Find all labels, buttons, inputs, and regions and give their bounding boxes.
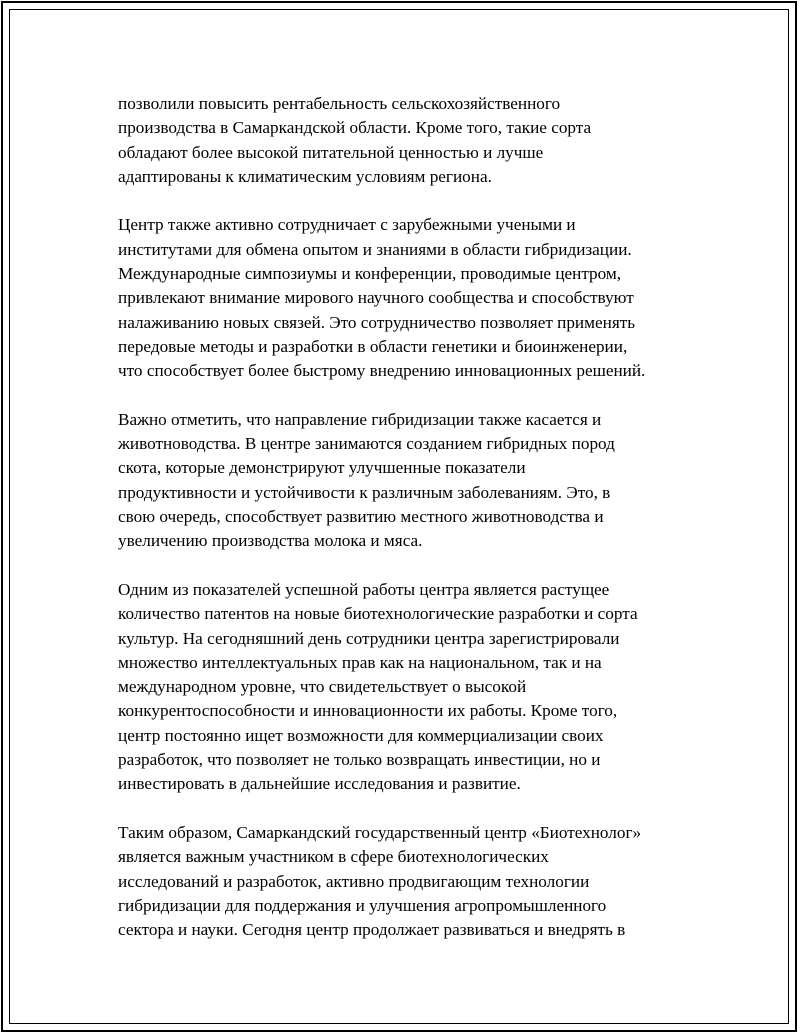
document-body [118,92,688,942]
paragraph-4: Одним из показателей успешной работы центра является растущее количество патентов на новые биотехнологические разработки и сорта культур. На сегодняшний день сотрудники центра зарегистрировали множество интеллектуальных прав как на национальном, так и на международном уровне, что свидетельствует о высокой конкурентоспособности и инновационности их работы. Кроме того, центр постоянно ищет возможности для коммерциализации своих разработок, что позволяет не только возвращать инвестиции, но и инвестировать в дальнейшие исследования и развитие. [118,579,638,794]
paragraph-5: Таким образом, Самаркандский государственный центр «Биотехнолог» является важным участником в сфере биотехнологических исследований и разработок, активно продвигающим технологии гибридизации для поддержания и улучшения агропромышленного сектора и науки. Сегодня центр продолжает развиваться и внедрять в [118,822,642,940]
paragraph-2: Центр также активно сотрудничает с зарубежными учеными и институтами для обмена опытом и знаниями в области гибридизации. Международные симпозиумы и конференции, проводимые центром, привлекают внимание мирового научного сообщества и способствуют налаживанию новых связей. Это сотрудничество позволяет применять передовые методы и разработки в области генетики и биоинженерии, что способствует более быстрому внедрению инновационных решений. [118,215,646,381]
paragraph-3: Важно отметить, что направление гибридизации также касается и животноводства. В центре занимаются созданием гибридных пород скота, которые демонстрируют улучшенные показатели продуктивности и устойчивости к различным заболеваниям. Это, в свою очередь, способствует развитию местного животноводства и увеличению производства молока и мяса. [118,409,615,551]
paragraph-1: позволили повысить рентабельность сельскохозяйственного производства в Самаркандской области. Кроме того, такие сорта обладают более высокой питательной ценностью и лучше адаптированы к климатическим условиям региона. [118,94,592,186]
